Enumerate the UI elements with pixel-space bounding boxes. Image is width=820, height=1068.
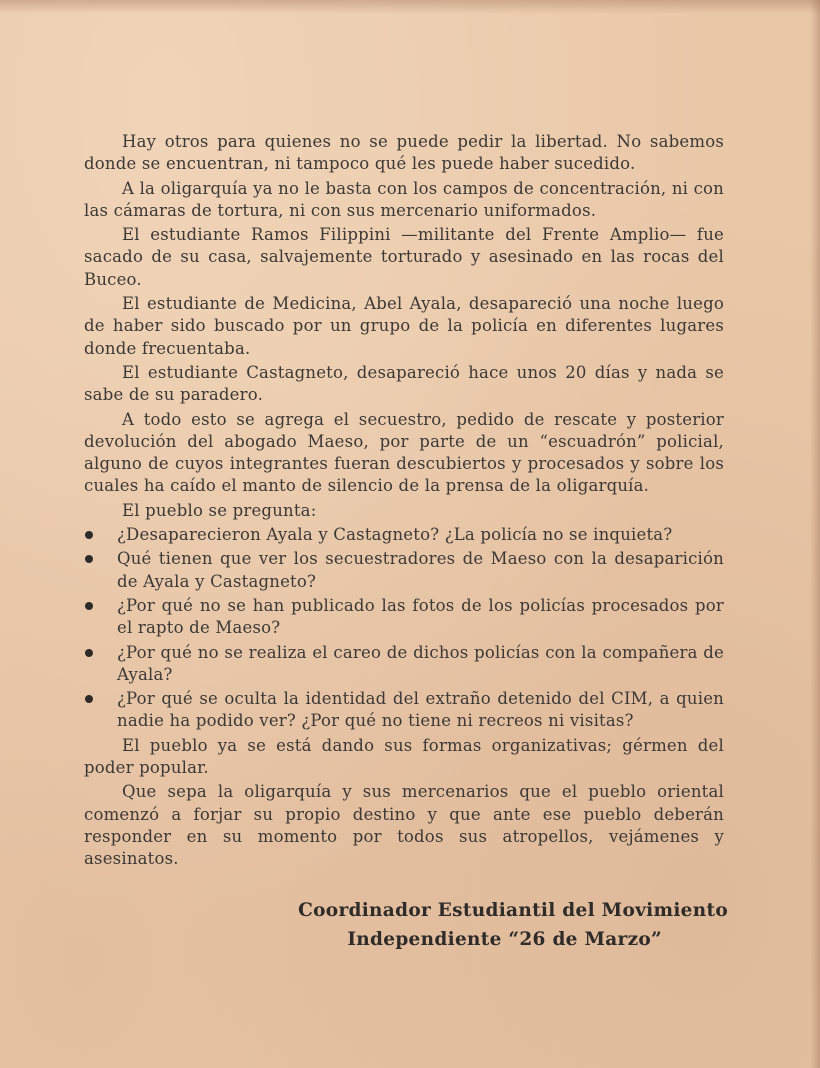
list-item [84,524,724,546]
question-list [84,524,724,733]
bullet-icon [85,602,93,610]
question-text: ¿Desaparecieron Ayala y Castagneto? ¿La policía no se inquieta? [117,525,673,545]
body-text [84,131,724,873]
bullet-icon [85,649,93,657]
paragraph: El estudiante de Medicina, Abel Ayala, desapareció una noche luego de haber sido buscado por un grupo de la policía en diferentes lugares donde frecuentaba. [84,294,724,358]
paragraph: Que sepa la oligarquía y sus mercenarios que el pueblo oriental comenzó a forjar su propio destino y que ante ese pueblo deberán responder en su momento por todos sus atropellos, vejámenes y asesinatos. [84,782,724,869]
signature-line-2: Independiente “26 de Marzo” [347,929,662,950]
paragraph: El pueblo ya se está dando sus formas organizativas; gérmen del poder popular. [84,735,724,778]
paper-edge-top [0,0,820,14]
signature-block [200,896,728,954]
question-text: ¿Por qué se oculta la identidad del extraño detenido del CIM, a quien nadie ha podido ver? ¿Por qué no tiene ni recreos ni visitas? [117,689,724,731]
list-item [84,688,724,733]
signature-line-1: Coordinador Estudiantil del Movimiento [298,900,728,921]
bullet-icon [85,531,93,539]
question-text: Qué tienen que ver los secuestradores de Maeso con la desaparición de Ayala y Castagneto? [117,549,724,591]
list-item [84,595,724,640]
paragraph: El estudiante Castagneto, desapareció hace unos 20 días y nada se sabe de su paradero. [84,362,724,405]
list-item [84,548,724,593]
paragraph: El estudiante Ramos Filippini —militante del Frente Amplio— fue sacado de su casa, salvajemente torturado y asesinado en las rocas del Buceo. [84,225,724,289]
bullet-icon [85,555,93,563]
question-text: ¿Por qué no se han publicado las fotos de los policías procesados por el rapto de Maeso? [117,595,724,638]
question-text: ¿Por qué no se realiza el careo de dichos policías con la compañera de Ayala? [117,642,724,684]
paragraph: A todo esto se agrega el secuestro, pedido de rescate y posterior devolución del abogado Maeso, por parte de un “escuadrón” policial, alguno de cuyos integrantes fueran descubiertos y procesados y sobre los cuales ha caído el manto de silencio de la prensa de la oligarquía. [84,409,724,496]
list-item [84,642,724,687]
paper-edge-right [810,0,820,1068]
paragraph: A la oligarquía ya no le basta con los campos de concentración, ni con las cámaras de tortura, ni con sus mercenario uniformados. [84,178,724,220]
bullet-icon [85,695,93,703]
question-intro: El pueblo se pregunta: [122,500,317,520]
paragraph: Hay otros para quienes no se puede pedir la libertad. No sabemos donde se encuentran, ni tampoco qué les puede haber sucedido. [84,132,724,174]
